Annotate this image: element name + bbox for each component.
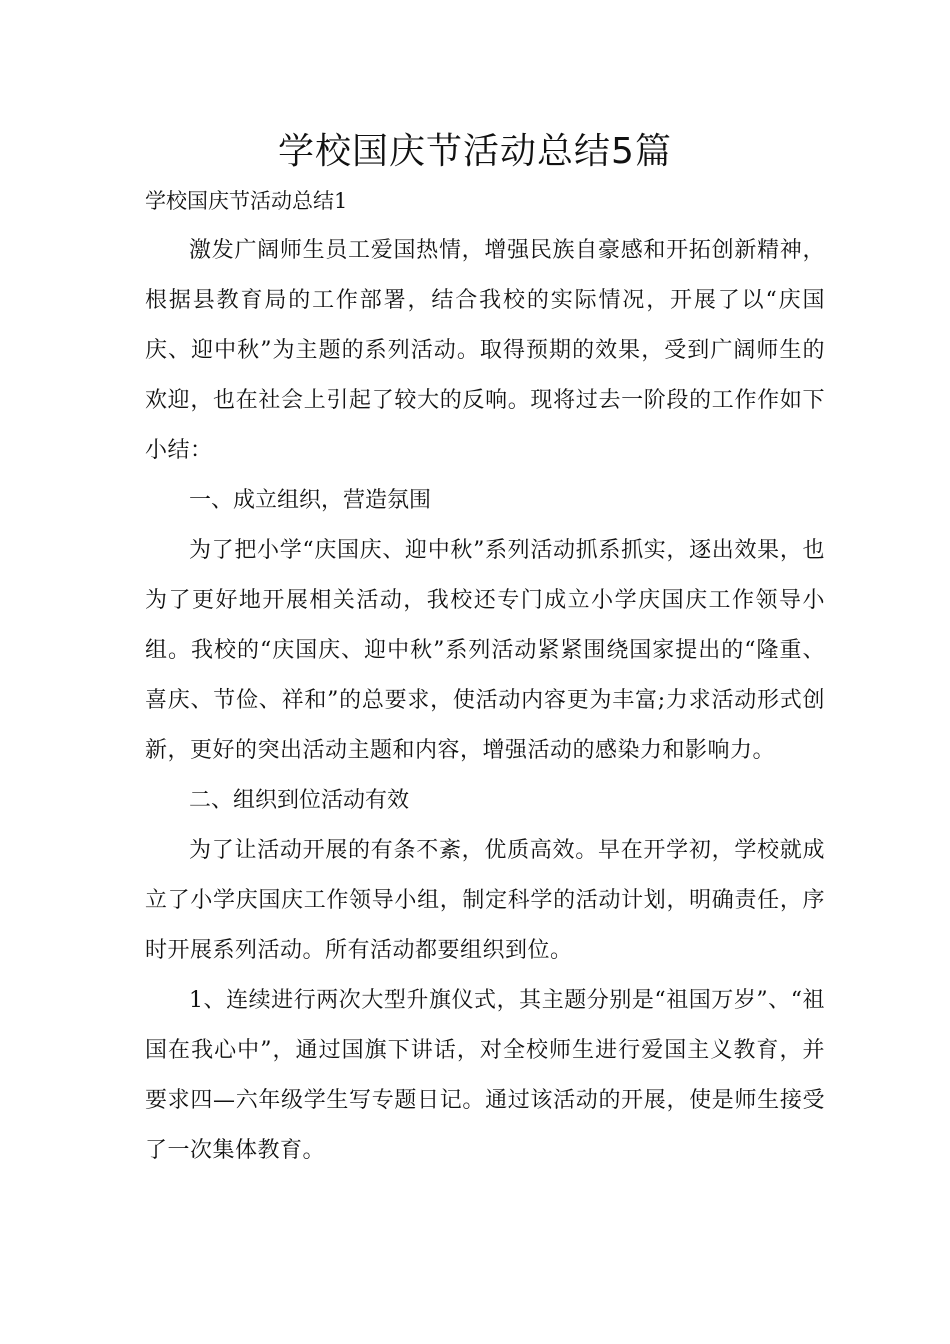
paragraph-intro: 激发广阔师生员工爱国热情，增强民族自豪感和开拓创新精神，根据县教育局的工作部署，结合我校的实际情况，开展了以“庆国庆、迎中秋”为主题的系列活动。取得预期的效果，受到广阔师生的欢迎，也在社会上引起了较大的反响。现将过去一阶段的工作作如下小结： <box>145 238 825 463</box>
paragraph-section-2: 为了让活动开展的有条不紊，优质高效。早在开学初，学校就成立了小学庆国庆工作领导小组，制定科学的活动计划，明确责任，序时开展系列活动。所有活动都要组织到位。 <box>145 838 825 963</box>
section-heading-2: 二、组织到位活动有效 <box>189 788 410 813</box>
paragraph-item-1: 1、连续进行两次大型升旗仪式，其主题分别是“祖国万岁”、“祖国在我心中”，通过国旗下讲话，对全校师生进行爱国主义教育，并要求四—六年级学生写专题日记。通过该活动的开展，使是师生接受了一次集体教育。 <box>145 988 825 1163</box>
document-title: 学校国庆节活动总结5篇 <box>278 131 672 172</box>
document-subtitle: 学校国庆节活动总结1 <box>145 189 348 213</box>
section-heading-1: 一、成立组织，营造氛围 <box>189 488 432 513</box>
paragraph-section-1: 为了把小学“庆国庆、迎中秋”系列活动抓系抓实，逐出效果，也为了更好地开展相关活动，我校还专门成立小学庆国庆工作领导小组。我校的“庆国庆、迎中秋”系列活动紧紧围绕国家提出的“隆重、喜庆、节俭、祥和”的总要求，使活动内容更为丰富;力求活动形式创新，更好的突出活动主题和内容，增强活动的感染力和影响力。 <box>145 538 825 763</box>
document-body <box>145 226 825 1176</box>
